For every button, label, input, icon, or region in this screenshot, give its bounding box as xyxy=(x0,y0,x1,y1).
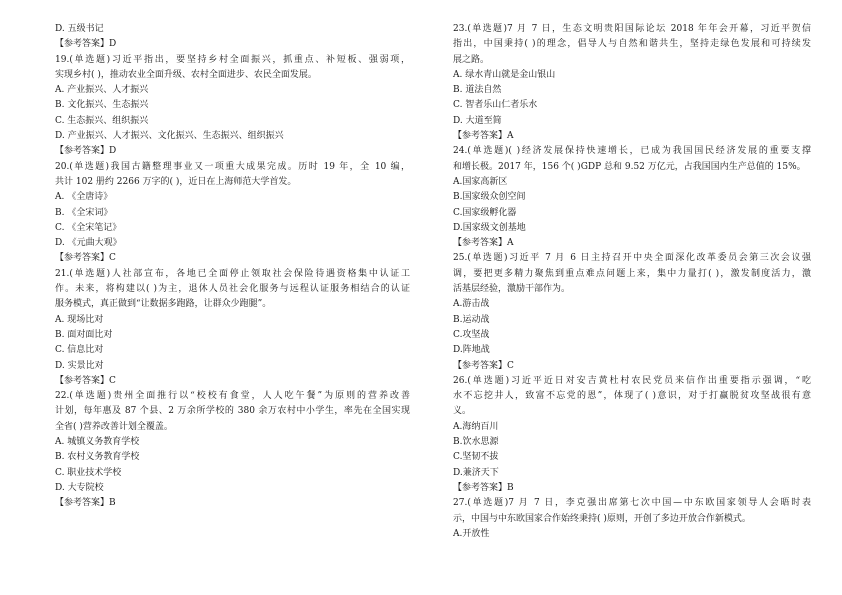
question-line: 示，中国与中东欧国家合作始终秉持( )原则，开创了多边开放合作新模式。 xyxy=(453,513,751,524)
answer-option: B. 农村义务教育学校 xyxy=(55,452,140,463)
question-line: 指出，中国秉持( )的理念，倡导人与自然和谐共生，坚持走绿色发展和可持续发 xyxy=(453,39,811,50)
question-line: 24.(单选题)( )经济发展保持快速增长，已成为我国国民经济发展的重要支撑 xyxy=(453,146,811,157)
answer-option: A.国家高新区 xyxy=(453,176,508,187)
answer-option: A. 绿水青山就是金山银山 xyxy=(453,69,556,80)
answer-option: A. 《全唐诗》 xyxy=(55,192,113,203)
answer-option: A.海纳百川 xyxy=(453,421,499,432)
question-stem xyxy=(453,251,811,297)
answer-option: C. 《全宋笔记》 xyxy=(55,222,122,233)
answer-key: 【参考答案】C xyxy=(55,253,116,264)
question-line: 义。 xyxy=(453,406,472,417)
question-line: 27.(单选题)7 月 7 日，李克强出席第七次中国—中东欧国家领导人会晤时表 xyxy=(453,498,811,509)
question-stem xyxy=(453,22,811,68)
answer-option: D. 大道至简 xyxy=(453,115,502,126)
answer-option: B.运动战 xyxy=(453,314,490,325)
answer-option: D. 《元曲大观》 xyxy=(55,238,122,249)
question-line: 21.(单选题)人社部宣布，各地已全面停止领取社会保险待遇资格集中认证工 xyxy=(55,268,410,279)
answer-option: B. 文化振兴、生态振兴 xyxy=(55,100,149,111)
answer-option: C.国家级孵化器 xyxy=(453,207,517,218)
question-line: 服务模式，真正做到“让数据多跑路，让群众少跑腿”。 xyxy=(55,299,272,310)
answer-option: B.国家级众创空间 xyxy=(453,192,526,203)
answer-option: B. 面对面比对 xyxy=(55,329,113,340)
question-line: 调，要把更多精力聚焦到重点难点问题上来，集中力量打( )，激发制度活力，激 xyxy=(453,268,811,279)
answer-option: A. 产业振兴、人才振兴 xyxy=(55,85,149,96)
question-stem xyxy=(453,144,811,175)
answer-option: D. 五级书记 xyxy=(55,24,104,34)
answer-option: A. 城镇义务教育学校 xyxy=(55,437,140,448)
question-stem xyxy=(453,496,811,527)
question-line: 23.(单选题)7 月 7 日，生态文明贵阳国际论坛 2018 年年会开幕，习近平贺信 xyxy=(453,24,811,34)
answer-option: C. 职业技术学校 xyxy=(55,467,122,478)
question-stem xyxy=(55,53,410,84)
question-line: 22.(单选题)贵州全面推行以“校校有食堂，人人吃午餐”为原则的营养改善 xyxy=(55,391,410,402)
answer-option: D.阵地战 xyxy=(453,345,490,356)
question-line: 作。未来，将构建以( )为主，退休人员社会化服务与远程认证服务相结合的认证 xyxy=(55,284,410,295)
question-stem xyxy=(55,160,410,191)
question-line: 展之路。 xyxy=(453,54,490,65)
answer-option: B. 《全宋词》 xyxy=(55,207,113,218)
question-line: 19.(单选题)习近平指出，要坚持乡村全面振兴，抓重点、补短板、强弱项， xyxy=(55,54,410,65)
answer-option: D.兼济天下 xyxy=(453,467,499,478)
question-line: 计划，每年惠及 87 个县、2 万余所学校的 380 余万农村中小学生，率先在全国实现 xyxy=(55,406,410,417)
question-line: 共计 102 册约 2266 万字的( )，近日在上海师范大学首发。 xyxy=(55,176,297,187)
answer-key: 【参考答案】D xyxy=(55,39,117,50)
question-line: 20.(单选题)我国古籍整理事业又一项重大成果完成。历时 19 年，全 10 编， xyxy=(55,161,410,172)
answer-key: 【参考答案】B xyxy=(453,482,514,493)
answer-option: D.国家级文创基地 xyxy=(453,222,526,233)
question-stem xyxy=(453,374,811,420)
answer-key: 【参考答案】C xyxy=(55,375,116,386)
right-column xyxy=(453,22,811,542)
answer-option: C. 信息比对 xyxy=(55,345,104,356)
answer-option: C.攻坚战 xyxy=(453,329,490,340)
question-line: 全省( )营养改善计划全覆盖。 xyxy=(55,421,173,432)
question-line: 和增长极。2017 年，156 个( )GDP 总和 9.52 万亿元，占我国国内生产总值的 15%。 xyxy=(453,161,806,172)
answer-option: B. 道法自然 xyxy=(453,85,502,96)
answer-option: A.游击战 xyxy=(453,299,490,310)
answer-option: A.开放性 xyxy=(453,528,490,539)
question-line: 26.(单选题)习近平近日对安吉黄杜村农民党员来信作出重要指示强调，“吃 xyxy=(453,375,811,386)
answer-option: D. 大专院校 xyxy=(55,482,104,493)
left-column xyxy=(55,22,410,512)
answer-option: D. 实景比对 xyxy=(55,360,104,371)
answer-key: 【参考答案】C xyxy=(453,360,514,371)
answer-option: C. 生态振兴、组织振兴 xyxy=(55,115,149,126)
question-line: 活基层经验，激励干部作为。 xyxy=(453,284,571,295)
question-line: 25.(单选题)习近平 7 月 6 日主持召开中央全面深化改革委员会第三次会议强 xyxy=(453,253,811,264)
answer-option: D. 产业振兴、人才振兴、文化振兴、生态振兴、组织振兴 xyxy=(55,131,284,142)
answer-key: 【参考答案】B xyxy=(55,498,116,509)
answer-option: C.坚韧不拔 xyxy=(453,452,499,463)
answer-key: 【参考答案】A xyxy=(453,131,514,142)
answer-option: B.饮水思源 xyxy=(453,437,499,448)
question-stem xyxy=(55,267,410,313)
answer-key: 【参考答案】D xyxy=(55,146,117,157)
answer-option: C. 智者乐山仁者乐水 xyxy=(453,100,538,111)
answer-option: A. 现场比对 xyxy=(55,314,104,325)
question-stem xyxy=(55,389,410,435)
answer-key: 【参考答案】A xyxy=(453,238,514,249)
question-line: 实现乡村( )，推动农业全面升级、农村全面进步、农民全面发展。 xyxy=(55,69,317,80)
question-line: 水不忘挖井人，致富不忘党的恩”，体现了( )意识，对于打赢脱贫攻坚战很有意 xyxy=(453,391,811,402)
